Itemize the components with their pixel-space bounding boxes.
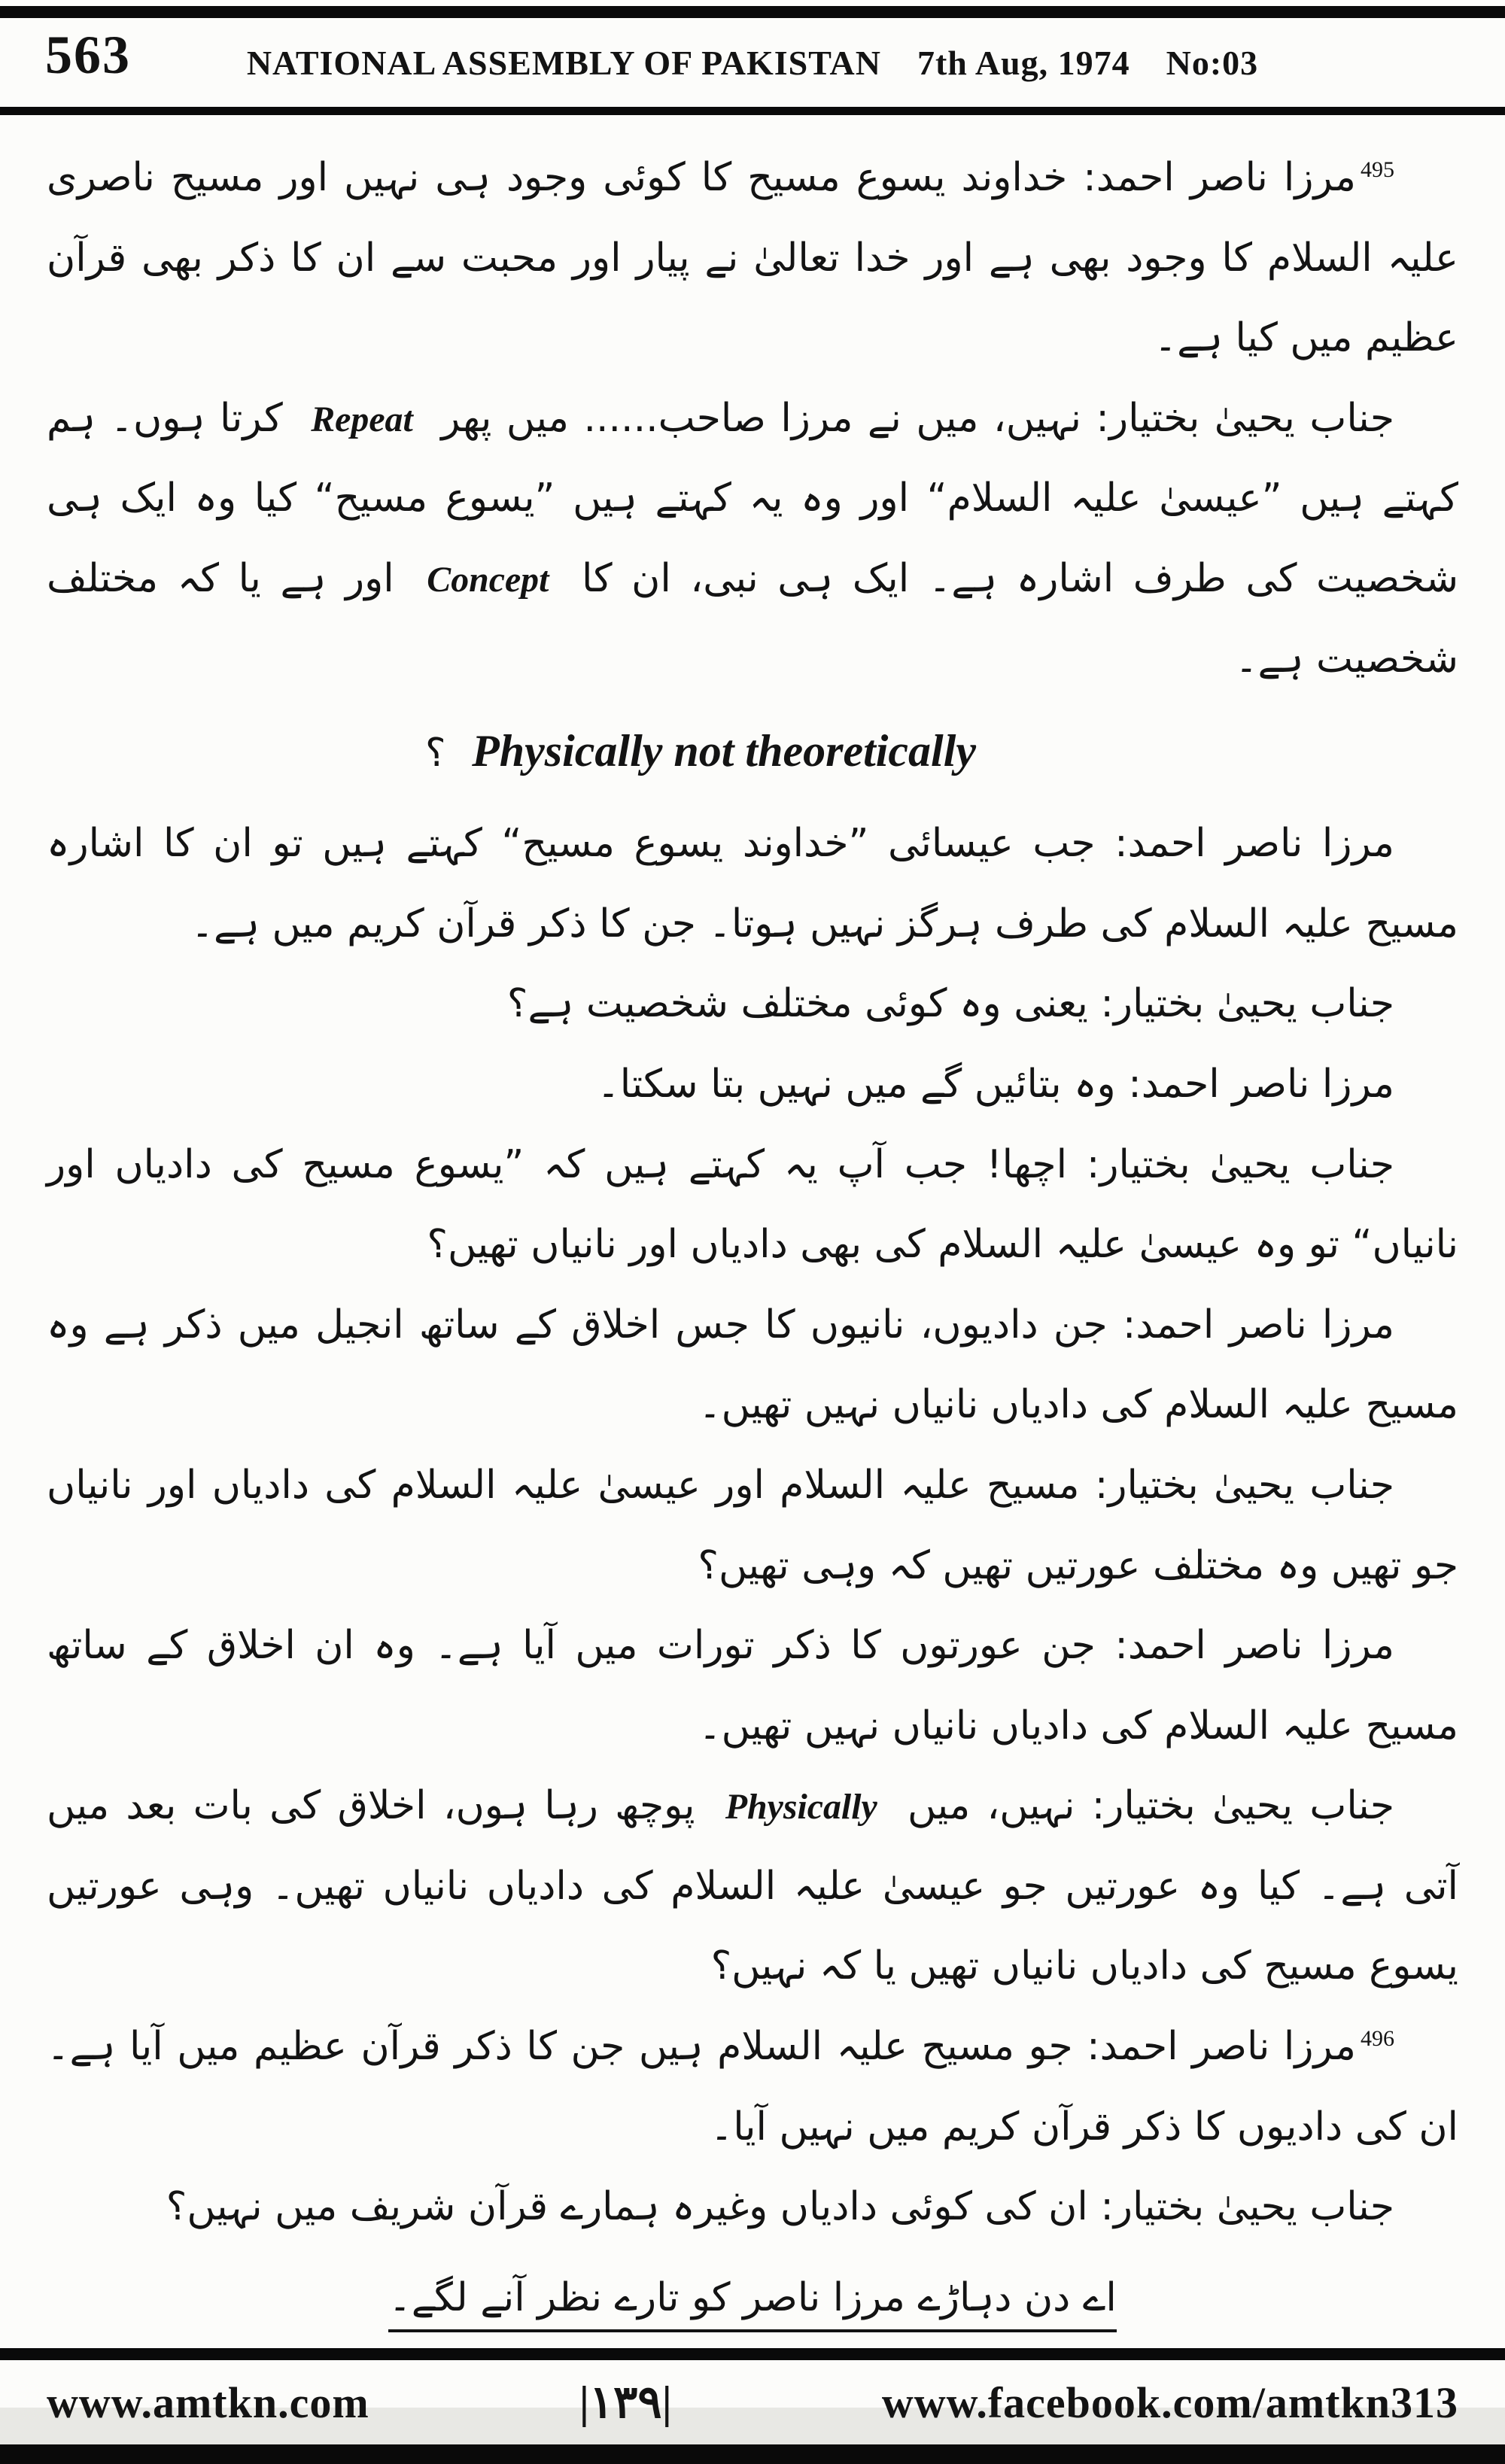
- urdu-text: ان کی کوئی دادیاں وغیرہ ہمارے قرآن شریف میں نہیں؟: [166, 2184, 1088, 2230]
- speaker-name: مرزا ناصر احمد:: [1072, 2024, 1356, 2070]
- paragraph: [47, 2258, 1458, 2338]
- urdu-text: جو مسیح علیہ السلام ہیں جن کا ذکر قرآن عظیم میں آیا ہے۔ ان کی دادیوں کا ذکر قرآن کریم میں نہیں آیا۔: [47, 2024, 1458, 2150]
- footer-page-number-urdu: |۱۳۹|: [579, 2377, 672, 2428]
- assembly-title: NATIONAL ASSEMBLY OF PAKISTAN: [246, 43, 881, 82]
- paragraph: [47, 1285, 1458, 1445]
- speaker-name: جناب یحییٰ بختیار:: [1087, 981, 1394, 1027]
- speaker-name: جناب یحییٰ بختیار:: [1087, 2184, 1394, 2230]
- page-footer: [0, 2360, 1505, 2444]
- urdu-text: اور ہے یا کہ مختلف شخصیت ہے۔: [47, 555, 1458, 682]
- paragraph: [47, 1125, 1458, 1285]
- footer-website-url: www.amtkn.com: [47, 2377, 369, 2427]
- speaker-name: جناب یحییٰ بختیار:: [1079, 1462, 1394, 1508]
- english-phrase: Physically not theoretically: [472, 726, 977, 776]
- header-issue-number: No:03: [1166, 43, 1259, 82]
- urdu-text: خداوند یسوع مسیح کا کوئی وجود ہی نہیں اور مسیح ناصری علیہ السلام کا وجود بھی ہے اور خدا تعالیٰ نے پیار اور محبت سے ان کا ذکر بھی قرآن عظیم میں کیا ہے۔: [47, 155, 1458, 361]
- urdu-text: کرتا ہوں۔ ہم کہتے ہیں ”عیسیٰ علیہ السلام“ اور وہ یہ کہتے ہیں ”یسوع مسیح“ کیا وہ ایک ہی شخصیت کی طرف اشارہ ہے۔ ایک ہی نبی، ان کا: [47, 395, 1459, 601]
- english-inline-text: Physically: [725, 1787, 877, 1827]
- footnote-marker: 495: [1361, 156, 1395, 182]
- urdu-text: اچھا! جب آپ یہ کہتے ہیں کہ ”یسوع مسیح کی دادیاں اور نانیاں“ تو وہ عیسیٰ علیہ السلام کی بھی دادیاں اور نانیاں تھیں؟: [47, 1141, 1458, 1268]
- paragraph: [47, 1606, 1458, 1766]
- paragraph: [47, 138, 1458, 378]
- paragraph: [47, 964, 1458, 1044]
- paragraph: [47, 378, 1458, 699]
- speaker-name: مرزا ناصر احمد:: [1107, 1302, 1394, 1347]
- urdu-text: جن عورتوں کا ذکر تورات میں آیا ہے۔ وہ ان اخلاق کے ساتھ مسیح علیہ السلام کی دادیاں نانیاں نہیں تھیں۔: [47, 1623, 1458, 1748]
- speaker-name: مرزا ناصر احمد:: [1067, 155, 1357, 200]
- top-rule: [0, 6, 1505, 18]
- urdu-text: وہ بتائیں گے میں نہیں بتا سکتا۔: [597, 1061, 1116, 1107]
- speaker-name: مرزا ناصر احمد:: [1095, 1623, 1394, 1669]
- speaker-name: مرزا ناصر احمد:: [1115, 1061, 1394, 1107]
- speaker-name: جناب یحییٰ بختیار:: [1067, 1141, 1394, 1187]
- urdu-text: ؟: [424, 731, 446, 776]
- header-rule: [0, 107, 1505, 115]
- paragraph: [47, 705, 1368, 798]
- english-inline-text: Concept: [427, 559, 549, 600]
- urdu-text: جن دادیوں، نانیوں کا جس اخلاق کے ساتھ انجیل میں ذکر ہے وہ مسیح علیہ السلام کی دادیاں نانیاں نہیں تھیں۔: [47, 1302, 1458, 1428]
- footnote-marker: 496: [1361, 2025, 1394, 2051]
- paragraph: [47, 2007, 1458, 2167]
- footer-facebook-url: www.facebook.com/amtkn313: [881, 2377, 1458, 2427]
- paragraph: [47, 1044, 1458, 1125]
- page-header: [0, 18, 1505, 107]
- urdu-text: مسیح علیہ السلام اور عیسیٰ علیہ السلام کی دادیاں اور نانیاں جو تھیں وہ مختلف عورتیں تھیں کہ وہی تھیں؟: [47, 1462, 1458, 1588]
- speaker-name: جناب یحییٰ بختیار:: [1075, 1783, 1394, 1829]
- urdu-text: نہیں، میں نے مرزا صاحب...... میں پھر: [441, 395, 1081, 441]
- bottom-rule: [0, 2444, 1505, 2464]
- header-date: 7th Aug, 1974: [917, 43, 1130, 82]
- urdu-text: یعنی وہ کوئی مختلف شخصیت ہے؟: [506, 981, 1088, 1027]
- speaker-name: مرزا ناصر احمد:: [1095, 821, 1394, 867]
- footer-rule: [0, 2348, 1505, 2360]
- paragraph: [47, 2167, 1458, 2247]
- paragraph: [47, 1766, 1458, 2007]
- speaker-name: جناب یحییٰ بختیار:: [1081, 395, 1394, 441]
- urdu-text: پوچھ رہا ہوں، اخلاق کی بات بعد میں آتی ہے۔ کیا وہ عورتیں جو عیسیٰ علیہ السلام کی دادیاں نانیاں تھیں۔ وہی عورتیں یسوع مسیح کی دادیاں نانیاں تھیں یا کہ نہیں؟: [47, 1783, 1458, 1989]
- english-inline-text: Repeat: [311, 399, 413, 439]
- page-number: 563: [45, 25, 131, 85]
- urdu-text: جب عیسائی ”خداوند یسوع مسیح“ کہتے ہیں تو ان کا اشارہ مسیح علیہ السلام کی طرف ہرگز نہیں ہوتا۔ جن کا ذکر قرآن کریم میں ہے۔: [47, 821, 1458, 946]
- urdu-text: نہیں، میں: [908, 1783, 1075, 1829]
- header-title-row: [247, 43, 1258, 83]
- paragraph: [47, 804, 1458, 964]
- closing-remark: اے دن دہاڑے مرزا ناصر کو تارے نظر آنے لگے۔: [388, 2275, 1117, 2332]
- document-body: [0, 118, 1505, 2345]
- paragraph: [47, 1445, 1458, 1606]
